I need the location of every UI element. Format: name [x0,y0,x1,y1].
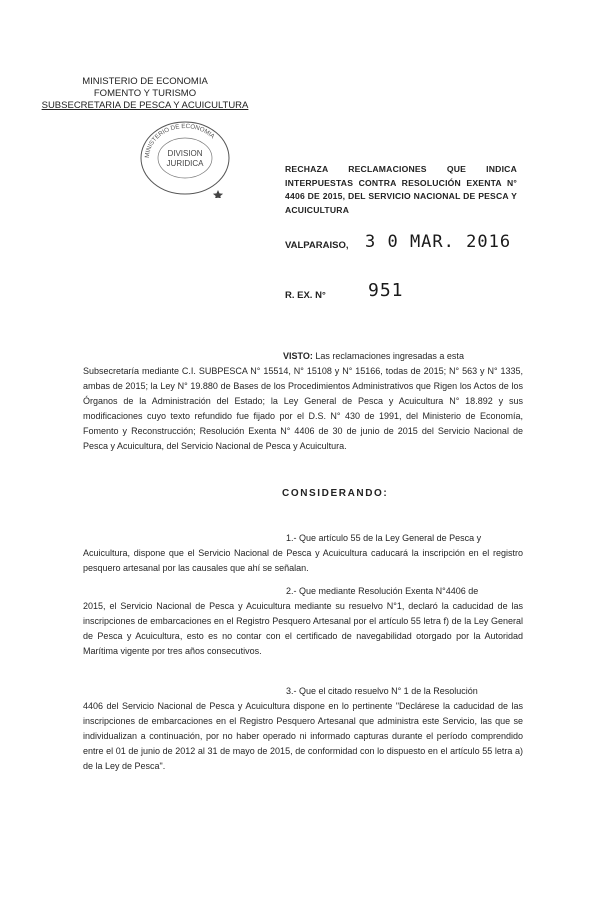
visto-text: Subsecretaría mediante C.I. SUBPESCA N° 15514, N° 15108 y N° 15166, todas de 2015; N° 563 y N° 1335, ambas de 2015; la Ley N° 19.880 de Bases de los Procedimientos Administrativos que Rigen los Actos de los Órganos de la Administración del Estado; la Ley General de Pesca y Acuicultura N° 18.892 y sus modificaciones cuyo texto refundido fue fijado por el D.S. N° 430 de 1991, del Ministerio de Economía, Fomento y Reconstrucción; Resolución Exenta N° 4406 de 30 de junio de 2015 del Servicio Nacional de Pesca y Acuicultura, del Servicio Nacional de Pesca y Acuicultura. [83,366,523,451]
resolution-number: 951 [368,280,404,301]
stamp-star-icon [213,190,223,198]
ministry-header [40,76,250,112]
stamp-ring-text: MINISTERIO DE ECONOMIA [143,122,216,159]
item-first-line: Que mediante Resolución Exenta N°4406 de [299,586,479,596]
document-subject: RECHAZA RECLAMACIONES QUE INDICA INTERPUESTAS CONTRA RESOLUCIÓN EXENTA N° 4406 DE 2015, DEL SERVICIO NACIONAL DE PESCA Y ACUICULTURA [285,164,517,215]
considerando-heading: CONSIDERANDO: [282,488,389,499]
division-juridica-stamp [132,118,238,198]
visto-first-line: Las reclamaciones ingresadas a esta [315,351,464,361]
document-date: 3 0 MAR. 2016 [365,232,512,252]
considerando-item-2 [83,584,523,659]
considerando-item-1 [83,531,523,576]
ministry-subline: FOMENTO Y TURISMO [93,88,197,99]
stamp-center-line1: DIVISION [167,149,203,158]
considerando-item-3 [83,684,523,774]
item-text: 4406 del Servicio Nacional de Pesca y Acuicultura dispone en lo pertinente "Declárese la caducidad de las inscripciones de embarcaciones en el Registro Pesquero Artesanal que administra este Servicio, las que se individualizan a continuación, por no haber operado ni informado capturas durante el período comprendido entre el 01 de junio de 2012 al 31 de mayo de 2015, de conformidad con lo dispuesto en el artículo 55 letra a) de la Ley de Pesca". [83,701,523,771]
item-number: 3.- [286,686,297,696]
ministry-line: MINISTERIO DE ECONOMIA [82,76,208,87]
item-text: Acuicultura, dispone que el Servicio Nacional de Pesca y Acuicultura caducará la inscripción en el registro pesquero artesanal por las causales que ahí se señalan. [83,548,523,573]
resolution-label: R. EX. N° [285,290,326,301]
item-number: 2.- [286,586,297,596]
place-label: VALPARAISO, [285,240,349,251]
visto-paragraph [83,349,523,454]
item-text: 2015, el Servicio Nacional de Pesca y Acuicultura mediante su resuelvo N°1, declaró la caducidad de las inscripciones de embarcaciones en el Registro Pesquero Artesanal por el artículo 55 letra f) de la Ley General de Pesca y Acuicultura, esto es no contar con el certificado de navegabilidad otorgado por la Autoridad Marítima vigente por tres años consecutivos. [83,601,523,656]
stamp-center-line2: JURIDICA [166,159,204,168]
item-first-line: Que el citado resuelvo N° 1 de la Resolución [299,686,478,696]
visto-label: VISTO: [283,351,313,361]
subsecretaria-line: SUBSECRETARIA DE PESCA Y ACUICULTURA [41,100,249,111]
item-number: 1.- [286,533,297,543]
item-first-line: Que artículo 55 de la Ley General de Pesca y [299,533,482,543]
